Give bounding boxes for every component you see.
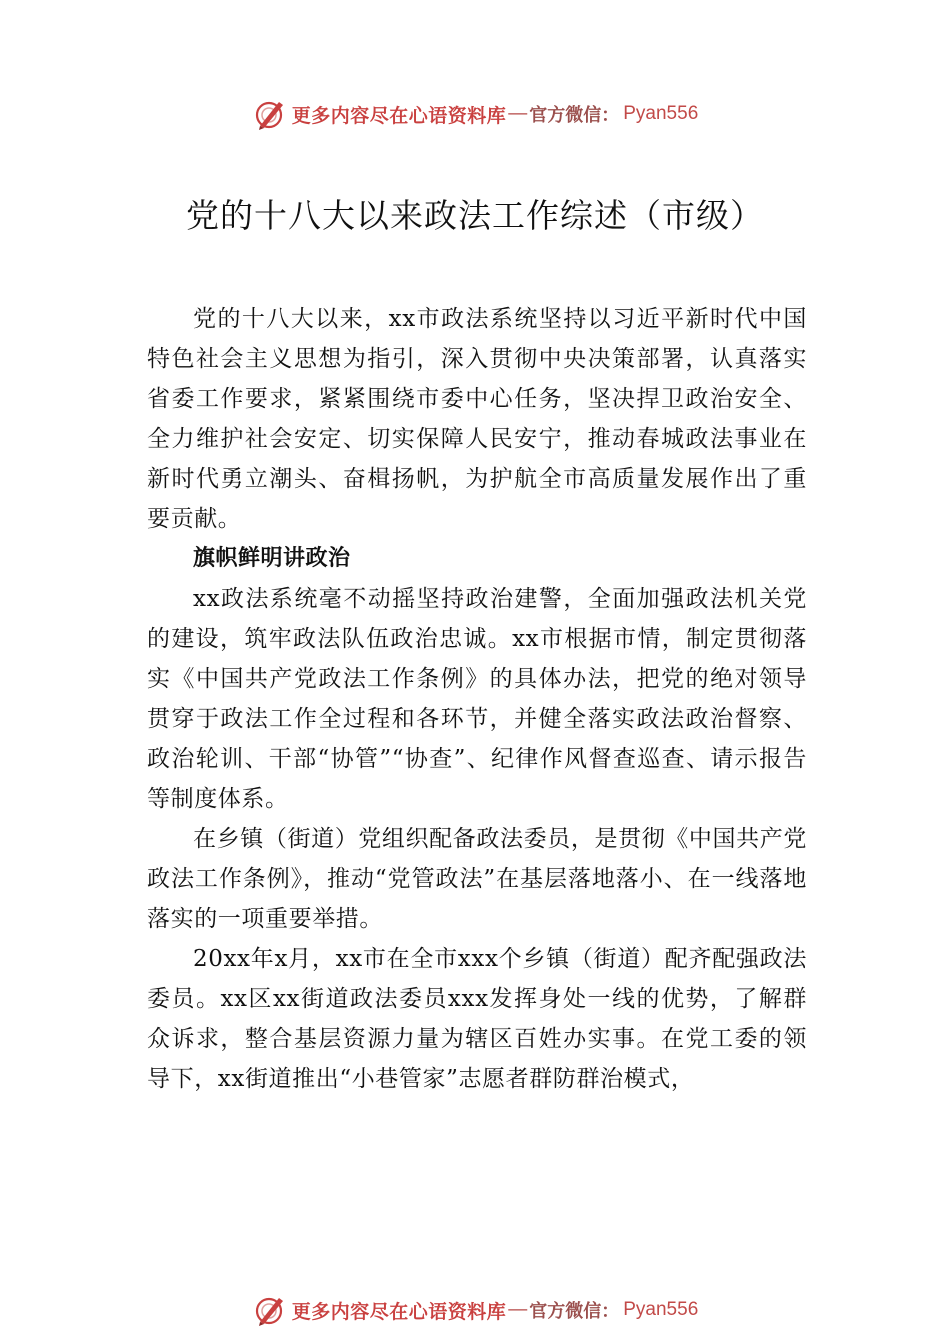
banner-wechat-id: Pyan556 [623,103,699,124]
paragraph-example: 20xx年x月，xx市在全市xxx个乡镇（街道）配齐配强政法委员。xx区xx街道政法委员xxx发挥身处一线的优势，了解群众诉求，整合基层资源力量为辖区百姓办实事。在党工委的领导下，xx街道推出“小巷管家”志愿者群防群治模式， [147,946,807,1092]
pen-logo-icon [252,1292,288,1328]
banner-dash: — [508,103,528,124]
paragraph-political: xx政法系统毫不动摇坚持政治建警，全面加强政法机关党的建设，筑牢政法队伍政治忠诚。xx市根据市情，制定贯彻落实《中国共产党政法工作条例》的具体办法，把党的绝对领导贯穿于政法工作全过程和各环节，并健全落实政法政治督察、政治轮训、干部“协管”“协查”、纪律作风督查巡查、请示报告等制度体系。 [147,586,807,812]
section-heading: 旗帜鲜明讲政治 [193,546,351,571]
header-watermark-banner [0,94,950,134]
banner-wechat-label: 官方微信： [529,105,620,126]
footer-watermark-banner [0,1290,950,1330]
banner-library-text: 更多内容尽在心语资料库 [291,1300,507,1323]
document-title: 党的十八大以来政法工作综述（市级） [186,196,764,235]
paragraph-township: 在乡镇（街道）党组织配备政法委员，是贯彻《中国共产党政法工作条例》，推动“党管政法”在基层落地落小、在一线落地落实的一项重要举措。 [147,826,807,932]
banner-library-text: 更多内容尽在心语资料库 [291,104,507,127]
banner-wechat-id: Pyan556 [623,1299,699,1320]
pen-logo-icon [252,96,288,132]
document-body [147,299,807,1099]
banner-wechat-label: 官方微信： [529,1301,620,1322]
paragraph-intro: 党的十八大以来，xx市政法系统坚持以习近平新时代中国特色社会主义思想为指引，深入贯彻中央决策部署，认真落实省委工作要求，紧紧围绕市委中心任务，坚决捍卫政治安全、全力维护社会安定、切实保障人民安宁，推动春城政法事业在新时代勇立潮头、奋楫扬帆，为护航全市高质量发展作出了重要贡献。 [147,306,807,532]
banner-dash: — [508,1299,528,1320]
